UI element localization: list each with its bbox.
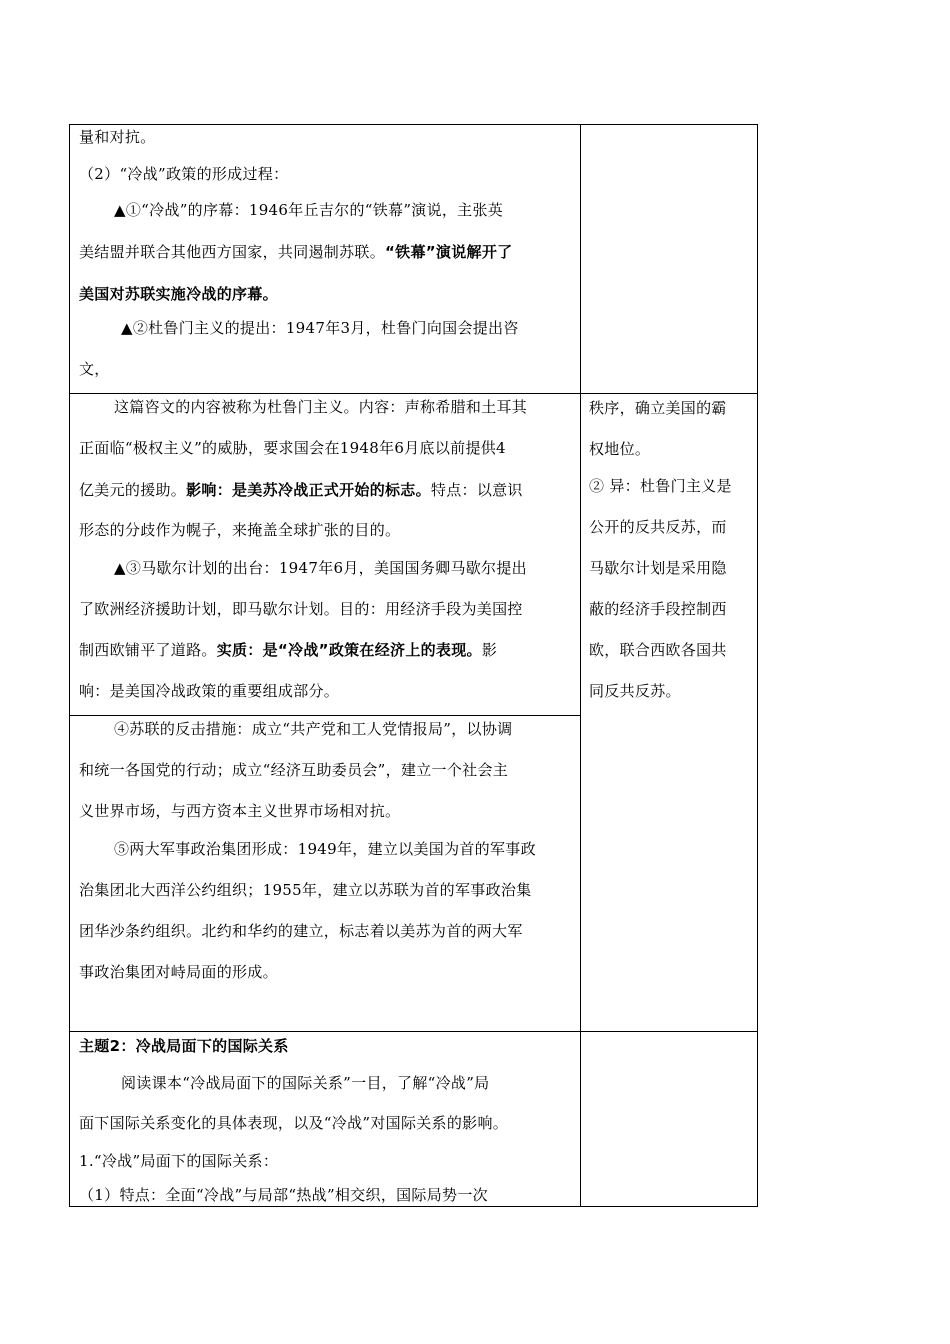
table-border-top bbox=[69, 124, 758, 125]
text-line: 治集团北大西洋公约组织；1955年，建立以苏联为首的军事政治集 bbox=[79, 881, 532, 899]
text-line: 正面临“极权主义”的威胁，要求国会在1948年6月底以前提供4 bbox=[79, 439, 506, 457]
row-divider-1 bbox=[69, 393, 758, 394]
topic-title: 主题2：冷战局面下的国际关系 bbox=[79, 1037, 289, 1055]
text-line: 这篇咨文的内容被称为杜鲁门主义。内容：声称希腊和土耳其 bbox=[114, 398, 528, 416]
note-line: 欧，联合西欧各国共 bbox=[589, 641, 727, 659]
bold-text: “铁幕”演说解开了 bbox=[385, 243, 513, 261]
note-line: 公开的反共反苏，而 bbox=[589, 518, 727, 536]
note-line: ② 异：杜鲁门主义是 bbox=[589, 477, 732, 495]
note-line: 秩序，确立美国的霸 bbox=[589, 399, 727, 417]
text-line: 团华沙条约组织。北约和华约的建立，标志着以美苏为首的两大军 bbox=[79, 922, 523, 940]
plain-text: 美结盟并联合其他西方国家，共同遏制苏联。 bbox=[79, 243, 386, 261]
table-border-right bbox=[757, 124, 758, 1207]
row-divider-2 bbox=[69, 715, 580, 716]
text-line bbox=[79, 640, 497, 660]
text-line: 文， bbox=[79, 360, 110, 378]
text-line: 义世界市场，与西方资本主义世界市场相对抗。 bbox=[79, 802, 401, 820]
bold-text: 影响：是美苏冷战正式开始的标志。 bbox=[186, 481, 431, 499]
text-line: ▲②杜鲁门主义的提出：1947年3月，杜鲁门向国会提出咨 bbox=[121, 319, 519, 337]
text-line: ▲①“冷战”的序幕：1946年丘吉尔的“铁幕”演说，主张英 bbox=[114, 201, 504, 219]
table-border-bottom bbox=[69, 1206, 758, 1207]
text-line: 响：是美国冷战政策的重要组成部分。 bbox=[79, 682, 340, 700]
note-line: 同反共反苏。 bbox=[589, 682, 681, 700]
text-line: 形态的分歧作为幌子，来掩盖全球扩张的目的。 bbox=[79, 521, 401, 539]
text-line bbox=[79, 480, 523, 500]
text-line: 阅读课本“冷战局面下的国际关系”一目，了解“冷战”局 bbox=[121, 1074, 490, 1092]
text-line: 了欧洲经济援助计划，即马歇尔计划。目的：用经济手段为美国控 bbox=[79, 600, 523, 618]
text-line: ④苏联的反击措施：成立“共产党和工人党情报局”，以协调 bbox=[114, 720, 513, 738]
plain-text: 影 bbox=[481, 641, 498, 659]
text-line: ⑤两大军事政治集团形成：1949年，建立以美国为首的军事政 bbox=[114, 840, 536, 858]
bold-text-line: 美国对苏联实施冷战的序幕。 bbox=[79, 285, 278, 303]
text-line: 量和对抗。 bbox=[79, 128, 156, 146]
note-line: 蔽的经济手段控制西 bbox=[589, 600, 727, 618]
column-divider bbox=[580, 124, 581, 1207]
text-line: 事政治集团对峙局面的形成。 bbox=[79, 963, 278, 981]
table-border-left bbox=[69, 124, 70, 1207]
note-line: 权地位。 bbox=[589, 440, 651, 458]
section-heading: （2）“冷战”政策的形成过程： bbox=[79, 165, 289, 183]
row-divider-3 bbox=[69, 1031, 758, 1032]
text-line: 1.“冷战”局面下的国际关系： bbox=[79, 1152, 279, 1170]
bold-text: 实质：是“冷战”政策在经济上的表现。 bbox=[216, 641, 482, 659]
plain-text: 亿美元的援助。 bbox=[79, 481, 187, 499]
text-line: 面下国际关系变化的具体表现，以及“冷战”对国际关系的影响。 bbox=[79, 1114, 509, 1132]
text-line: ▲③马歇尔计划的出台：1947年6月，美国国务卿马歇尔提出 bbox=[114, 559, 527, 577]
plain-text: 制西欧铺平了道路。 bbox=[79, 641, 217, 659]
plain-text: 特点：以意识 bbox=[430, 481, 523, 499]
note-line: 马歇尔计划是采用隐 bbox=[589, 559, 727, 577]
text-line: 和统一各国党的行动；成立“经济互助委员会”，建立一个社会主 bbox=[79, 761, 509, 779]
text-line bbox=[79, 242, 512, 262]
text-line: （1）特点：全面“冷战”与局部“热战”相交织，国际局势一次 bbox=[79, 1186, 488, 1204]
